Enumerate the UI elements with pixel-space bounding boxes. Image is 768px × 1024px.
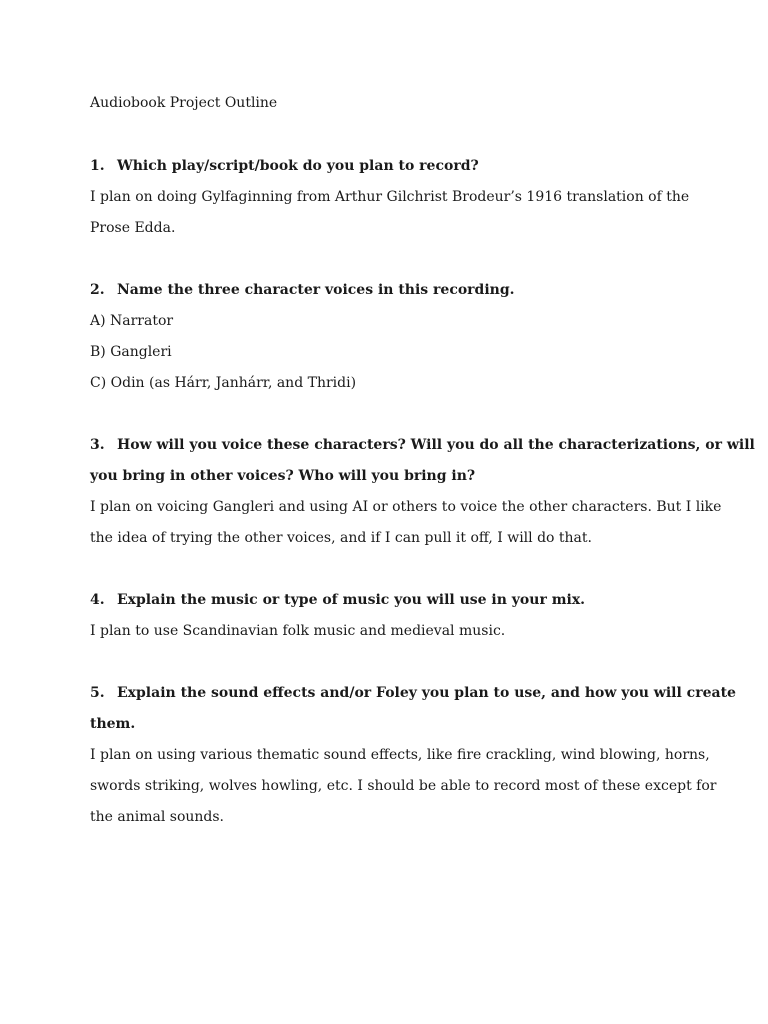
answer-line: swords striking, wolves howling, etc. I should be able to record most of these except for [90,778,717,794]
question-1 [90,157,479,175]
answer-line: the animal sounds. [90,809,225,825]
question-text: Which play/script/book do you plan to record? [117,158,479,174]
question-number: 5. [90,685,105,701]
question-number: 1. [90,158,105,174]
answer-line: I plan to use Scandinavian folk music and medieval music. [90,623,506,639]
question-text: Name the three character voices in this recording. [117,282,515,298]
document-title: Audiobook Project Outline [90,95,278,111]
question-2 [90,281,515,299]
question-text: Explain the music or type of music you will use in your mix. [117,592,586,608]
question-number: 4. [90,592,105,608]
question-number: 2. [90,282,105,298]
question-5 [90,684,736,702]
question-5-continued: them. [90,716,136,732]
answer-line: B) Gangleri [90,344,172,360]
question-4 [90,591,585,609]
answer-line: C) Odin (as Hárr, Janhárr, and Thridi) [90,375,357,391]
answer-line: Prose Edda. [90,220,176,236]
answer-line: I plan on doing Gylfaginning from Arthur Gilchrist Brodeur’s 1916 translation of the [90,189,690,205]
question-3 [90,436,755,454]
question-text: Explain the sound effects and/or Foley you plan to use, and how you will create [117,685,736,701]
answer-line: A) Narrator [90,313,174,329]
answer-line: I plan on voicing Gangleri and using AI or others to voice the other characters. But I like [90,499,722,515]
answer-line: I plan on using various thematic sound effects, like fire crackling, wind blowing, horns, [90,747,710,763]
question-text: How will you voice these characters? Will you do all the characterizations, or will [117,437,755,453]
answer-line: the idea of trying the other voices, and if I can pull it off, I will do that. [90,530,592,546]
question-number: 3. [90,437,105,453]
question-3-continued: you bring in other voices? Who will you bring in? [90,468,476,484]
